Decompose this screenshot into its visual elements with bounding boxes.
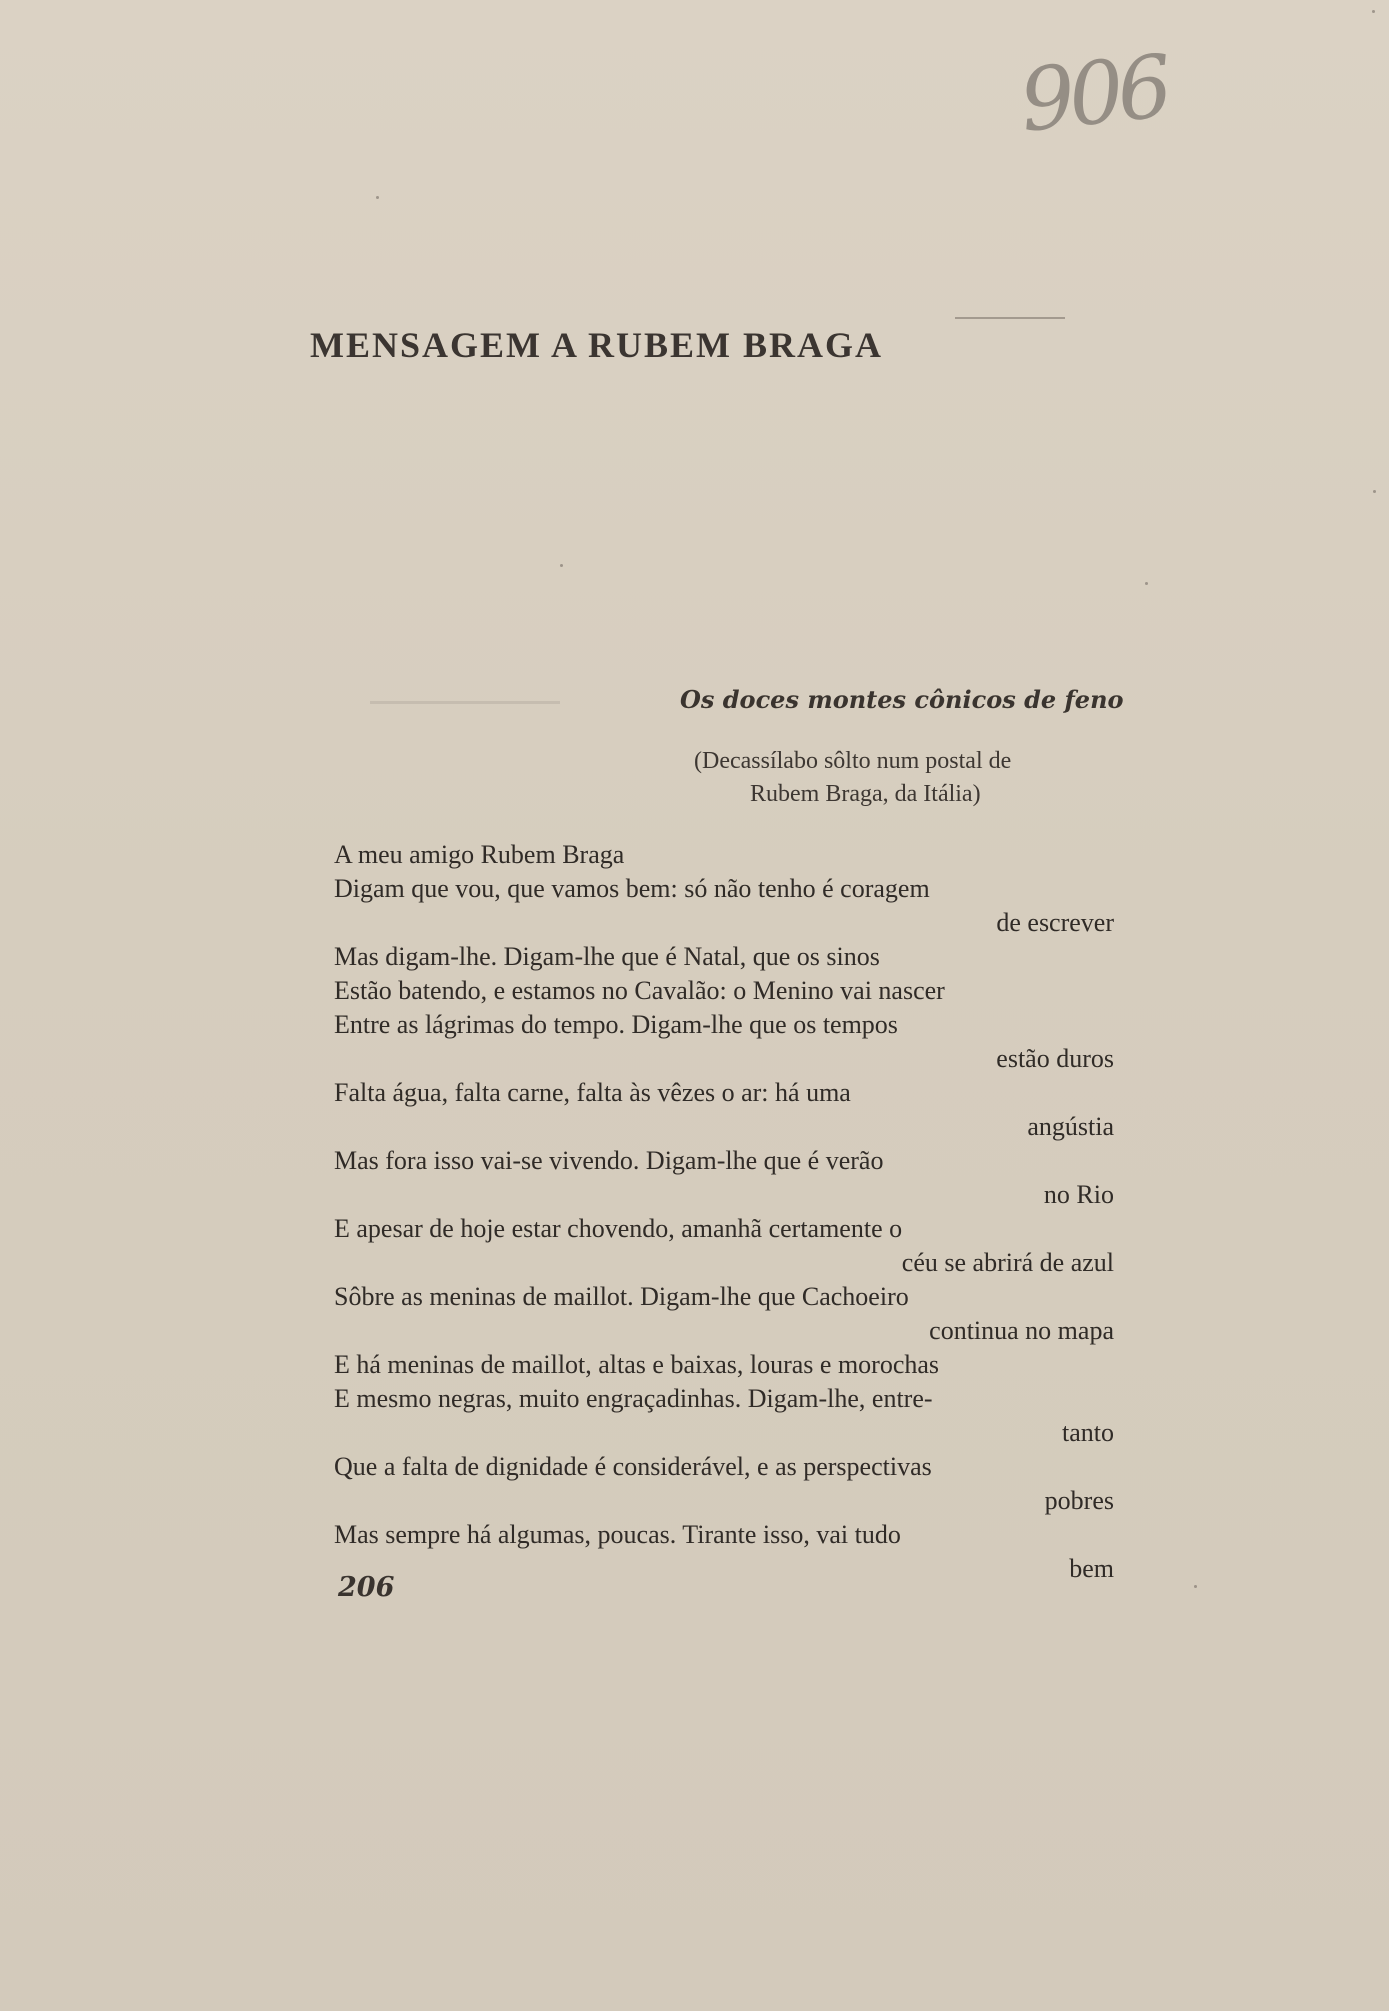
subtitle-smudge [370, 701, 560, 704]
poem-line-continuation: no Rio [1043, 1180, 1114, 1209]
poem-line-continuation: tanto [1062, 1418, 1114, 1447]
poem-subtitle: Os doces montes cônicos de feno [680, 685, 1124, 714]
note-line: Rubem Braga, da Itália) [750, 781, 981, 807]
poem-line: Mas sempre há algumas, poucas. Tirante isso, vai tudo [334, 1520, 901, 1549]
paper-speck [1194, 1585, 1197, 1588]
poem-line-continuation: céu se abrirá de azul [901, 1248, 1114, 1277]
paper-speck [560, 564, 563, 567]
poem-line-continuation: bem [1069, 1554, 1114, 1583]
poem-line: Que a falta de dignidade é considerável, e as perspectivas [334, 1452, 932, 1481]
poem-line: Entre as lágrimas do tempo. Digam-lhe que os tempos [334, 1010, 898, 1039]
poem-line: Sôbre as meninas de maillot. Digam-lhe que Cachoeiro [334, 1282, 909, 1311]
note-line: (Decassílabo sôlto num postal de [694, 748, 1012, 774]
poem-line: A meu amigo Rubem Braga [334, 840, 625, 869]
paper-speck [1372, 10, 1375, 13]
handwritten-page-number: 906 [1015, 37, 1172, 152]
poem-line: Falta água, falta carne, falta às vêzes o ar: há uma [334, 1078, 851, 1107]
poem-line: E apesar de hoje estar chovendo, amanhã certamente o [334, 1214, 903, 1243]
page-title: MENSAGEM A RUBEM BRAGA [310, 325, 884, 365]
poem-note [694, 745, 1114, 811]
poem-line-continuation: angústia [1027, 1112, 1114, 1141]
title-dash [955, 317, 1065, 319]
poem-line: E mesmo negras, muito engraçadinhas. Digam-lhe, entre- [334, 1384, 933, 1413]
poem-line-continuation: de escrever [996, 908, 1114, 937]
poem-line-continuation: estão duros [996, 1044, 1114, 1073]
poem-line: Estão batendo, e estamos no Cavalão: o Menino vai nascer [334, 976, 945, 1005]
poem-line: Mas fora isso vai-se vivendo. Digam-lhe que é verão [334, 1146, 884, 1175]
paper-speck [1373, 490, 1376, 493]
page-number: 206 [338, 1572, 395, 1603]
paper-speck [376, 196, 379, 199]
poem-body [334, 838, 1114, 1586]
paper-speck [1145, 582, 1148, 585]
poem-line-continuation: continua no mapa [929, 1316, 1114, 1345]
poem-line: E há meninas de maillot, altas e baixas, louras e morochas [334, 1350, 940, 1379]
poem-line: Digam que vou, que vamos bem: só não tenho é coragem [334, 874, 930, 903]
poem-line-continuation: pobres [1044, 1486, 1114, 1515]
poem-line: Mas digam-lhe. Digam-lhe que é Natal, que os sinos [334, 942, 880, 971]
